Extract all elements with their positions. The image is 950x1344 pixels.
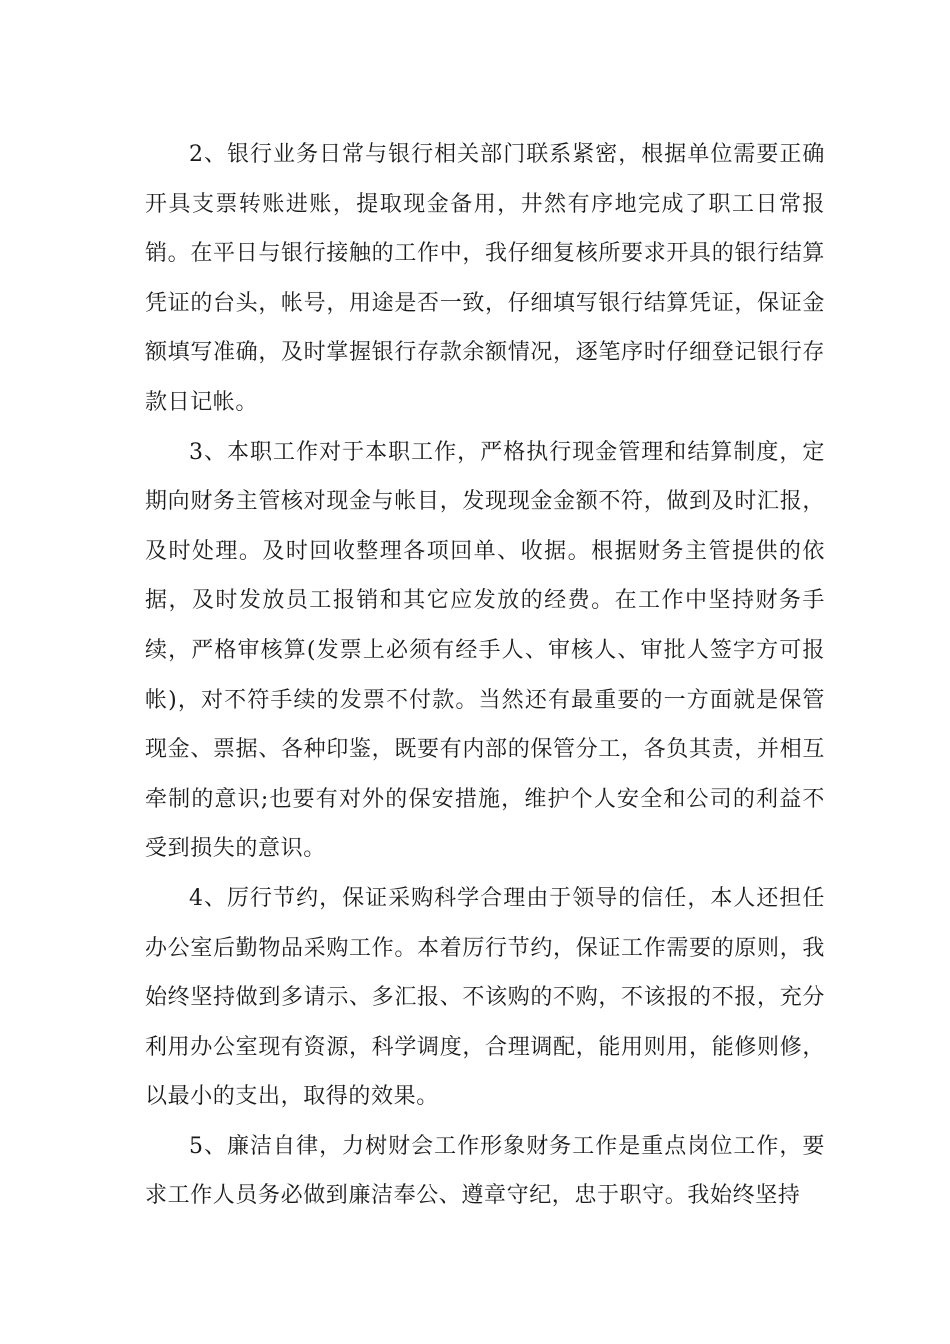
paragraph-thrift: 4、厉行节约，保证采购科学合理由于领导的信任，本人还担任办公室后勤物品采购工作。本着厉行节约，保证工作需要的原则，我始终坚持做到多请示、多汇报、不该购的不购，不该报的不报，充分利用办公室现有资源，科学调度，合理调配，能用则用，能修则修，以最小的支出，取得的效果。 [145,885,825,1110]
paragraph-banking: 2、银行业务日常与银行相关部门联系紧密，根据单位需要正确开具支票转账进账，提取现金备用，井然有序地完成了职工日常报销。在平日与银行接触的工作中，我仔细复核所要求开具的银行结算凭证的台头，帐号，用途是否一致，仔细填写银行结算凭证，保证金额填写准确，及时掌握银行存款余额情况，逐笔序时仔细登记银行存款日记帐。 [145,142,825,415]
paragraph-integrity: 5、廉洁自律，力树财会工作形象财务工作是重点岗位工作，要求工作人员务必做到廉洁奉公、遵章守纪，忠于职守。我始终坚持 [145,1133,825,1209]
document-page [145,130,825,1221]
paragraph-duties: 3、本职工作对于本职工作，严格执行现金管理和结算制度，定期向财务主管核对现金与帐目，发现现金金额不符，做到及时汇报，及时处理。及时回收整理各项回单、收据。根据财务主管提供的依据，及时发放员工报销和其它应发放的经费。在工作中坚持财务手续，严格审核算(发票上必须有经手人、审核人、审批人签字方可报帐)，对不符手续的发票不付款。当然还有最重要的一方面就是保管现金、票据、各种印鉴，既要有内部的保管分工，各负其责，并相互牵制的意识;也要有对外的保安措施，维护个人安全和公司的利益不受到损失的意识。 [145,439,825,862]
